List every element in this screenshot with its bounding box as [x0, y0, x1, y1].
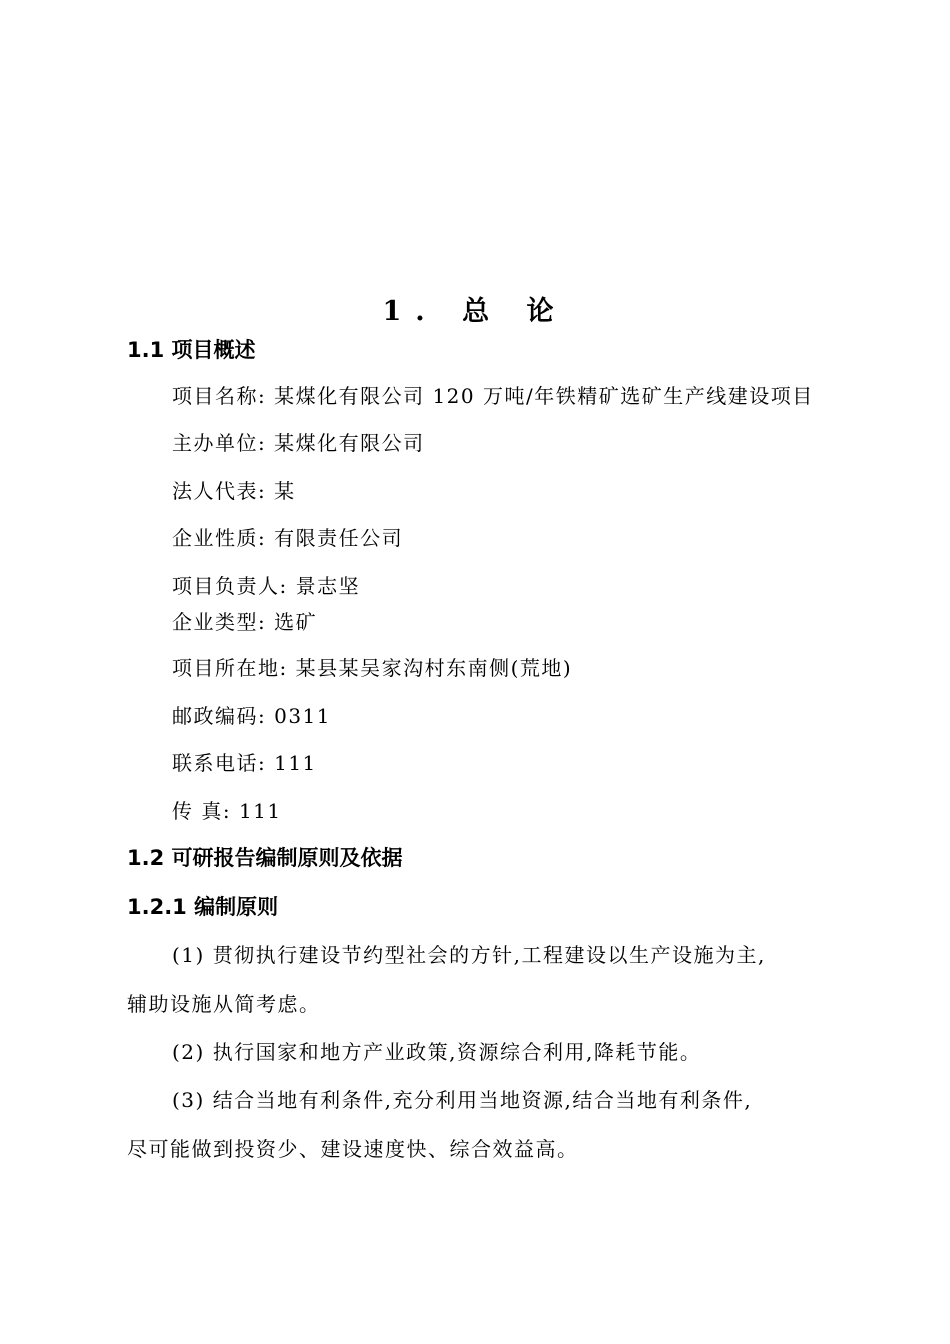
principle-3-line-2: 尽可能做到投资少、建设速度快、综合效益高。: [127, 1137, 579, 1161]
legal-representative-line: 法人代表: 某: [172, 479, 296, 503]
section-heading-1-1: 1.1 项目概述: [127, 338, 256, 362]
project-name-line: 项目名称: 某煤化有限公司 120 万吨/年铁精矿选矿生产线建设项目: [172, 384, 814, 408]
principle-2-line-1: (2) 执行国家和地方产业政策,资源综合利用,降耗节能。: [172, 1040, 702, 1064]
fax-line: 传 真: 111: [172, 799, 282, 823]
principle-3-line-1: (3) 结合当地有利条件,充分利用当地资源,结合当地有利条件,: [172, 1088, 753, 1112]
principle-1-line-1: (1) 贯彻执行建设节约型社会的方针,工程建设以生产设施为主,: [172, 943, 766, 967]
chapter-title: 1. 总 论: [382, 296, 568, 327]
contact-phone-line: 联系电话: 111: [172, 751, 317, 775]
principle-1-line-2: 辅助设施从简考虑。: [127, 992, 321, 1016]
sponsor-unit-line: 主办单位: 某煤化有限公司: [172, 431, 425, 455]
enterprise-type-line: 企业类型: 选矿: [172, 610, 318, 634]
section-heading-1-2: 1.2 可研报告编制原则及依据: [127, 846, 403, 870]
project-location-line: 项目所在地: 某县某吴家沟村东南侧(荒地): [172, 656, 573, 680]
subsection-heading-1-2-1: 1.2.1 编制原则: [127, 895, 279, 919]
enterprise-nature-line: 企业性质: 有限责任公司: [172, 526, 404, 550]
project-leader-line: 项目负责人: 景志坚: [172, 574, 361, 598]
postal-code-line: 邮政编码: 0311: [172, 704, 331, 728]
